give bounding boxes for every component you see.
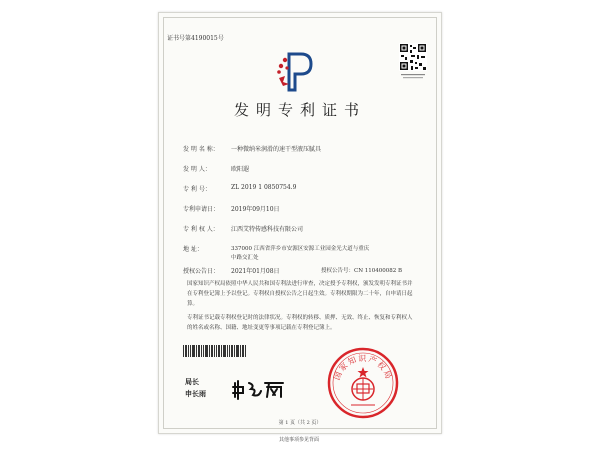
certificate-number: 证书号第4190015号 — [167, 35, 224, 42]
field-value-address: 337000 江西省萍乡市安源区安源工业园金光大道与重庆 — [231, 246, 370, 252]
legal-status-paragraph: 专利证书记载专利权登记时的法律状况。专利权的转移、质押、无效、终止、恢复和专利权人的姓名或名称、国籍、地址变更等事项记载在专利登记簿上。 — [187, 315, 413, 331]
field-label-invention-name: 发 明 名 称： — [183, 146, 219, 153]
qr-code-icon — [399, 43, 427, 81]
field-value-patentee: 江西艾特传感科技有限公司 — [231, 226, 304, 233]
field-value-address-line2: 中路交汇处 — [231, 255, 259, 261]
field-value-grant-publication-number: 授权公告号：CN 110400082 B — [321, 268, 403, 274]
field-label-grant-date: 授权公告日： — [183, 268, 220, 275]
footer-note: 其他事项参见背面 — [278, 437, 319, 443]
field-label-filing-date: 专利申请日： — [183, 206, 220, 213]
certificate-title: 发明专利证书 — [233, 101, 366, 119]
certificate-sheet — [158, 12, 442, 434]
field-value-filing-date: 2019年09月10日 — [231, 206, 280, 213]
field-value-invention-name: 一种微纳米润滑的速干型液压腻具 — [231, 146, 322, 153]
director-name-label: 申长雨 — [185, 389, 206, 398]
field-label-patentee: 专 利 权 人： — [183, 226, 219, 233]
field-value-patent-number: ZL 2019 1 0850754.9 — [231, 184, 297, 191]
seal-lettering: 国家知识产权局 — [332, 354, 394, 382]
field-label-patent-number: 专 利 号： — [183, 186, 211, 193]
field-label-address: 地 址： — [183, 246, 203, 253]
official-seal-icon — [327, 347, 399, 419]
grant-statement-paragraph: 国家知识产权局依照中华人民共和国专利法进行审查，决定授予专利权，颁发发明专利证书并在专利登记簿上予以登记。专利权自授权公告之日起生效。专利权期限为二十年，自申请日起算。 — [187, 281, 413, 307]
barcode-icon — [183, 345, 247, 357]
director-title-label: 局长 — [185, 377, 199, 386]
cnipa-logo-icon — [275, 48, 315, 94]
page-number: 第 1 页（共 2 页） — [278, 420, 322, 426]
field-value-grant-date: 2021年01月08日 — [231, 268, 280, 275]
field-value-inventor: 欧阳遐 — [231, 166, 250, 173]
field-label-inventor: 发 明 人： — [183, 166, 211, 173]
director-signature-icon — [231, 377, 287, 401]
